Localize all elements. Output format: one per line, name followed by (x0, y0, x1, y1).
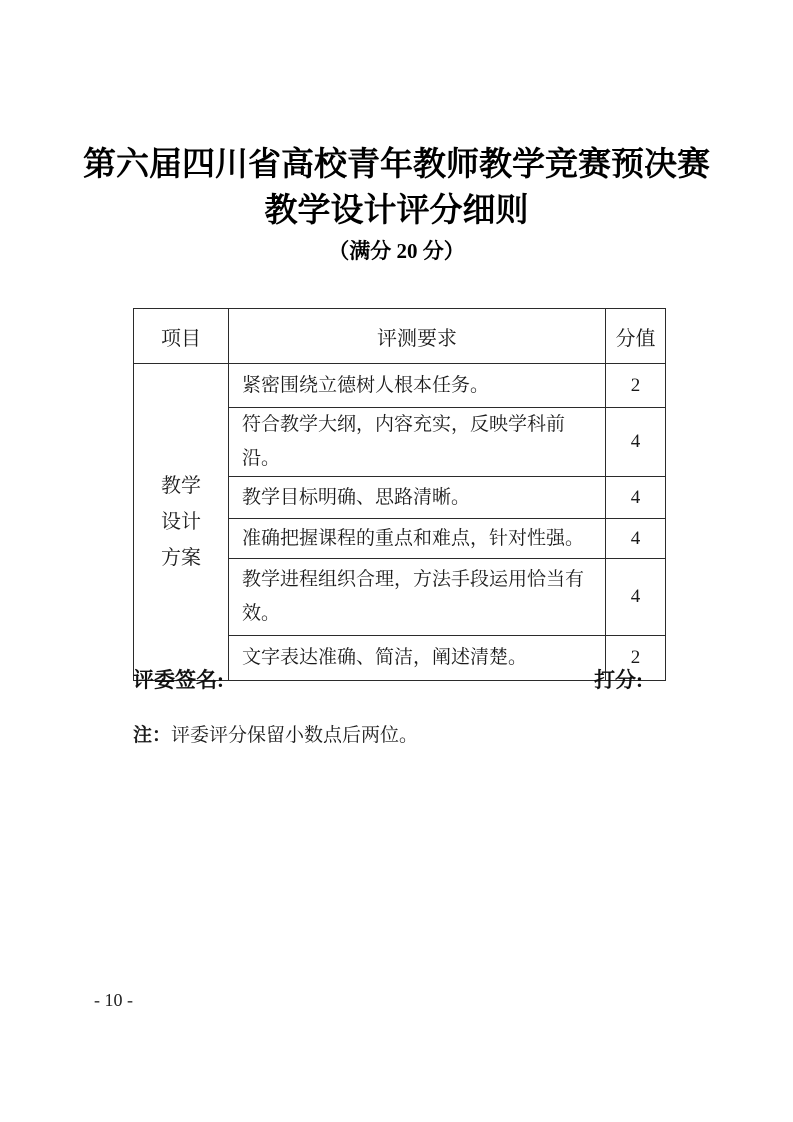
category-cell (134, 364, 229, 681)
table-header-row (134, 309, 666, 364)
note-line (133, 720, 418, 747)
category-line: 设计 (161, 511, 201, 533)
judge-signature-label: 评委签名: (133, 668, 224, 692)
table-row (134, 364, 666, 408)
header-item-score: 分值 (606, 309, 666, 364)
score-cell: 4 (606, 559, 666, 636)
scoring-rubric-table (133, 308, 666, 681)
score-cell: 4 (606, 519, 666, 559)
score-cell: 4 (606, 408, 666, 477)
category-line: 教学 (161, 475, 201, 497)
max-score-subtitle: （满分 20 分） (328, 239, 465, 263)
header-item-requirement: 评测要求 (229, 309, 606, 364)
requirement-cell: 紧密围绕立德树人根本任务。 (229, 364, 606, 408)
score-cell: 2 (606, 636, 666, 681)
title-line-1: 第六届四川省高校青年教师教学竞赛预决赛 (83, 147, 710, 183)
category-line: 方案 (161, 547, 201, 569)
note-text: 评委评分保留小数点后两位。 (171, 725, 419, 746)
requirement-cell: 教学目标明确、思路清晰。 (229, 477, 606, 519)
requirement-cell: 文字表达准确、简洁，阐述清楚。 (229, 636, 606, 681)
score-cell: 2 (606, 364, 666, 408)
requirement-cell: 符合教学大纲，内容充实，反映学科前沿。 (229, 408, 606, 477)
note-prefix: 注： (133, 725, 172, 746)
score-label: 打分: (594, 668, 643, 692)
signature-score-row (133, 664, 643, 694)
title-line-2: 教学设计评分细则 (264, 193, 529, 229)
header-item-category: 项目 (134, 309, 229, 364)
requirement-cell: 准确把握课程的重点和难点，针对性强。 (229, 519, 606, 559)
requirement-cell: 教学进程组织合理，方法手段运用恰当有效。 (229, 559, 606, 636)
document-title (0, 142, 793, 234)
score-cell: 4 (606, 477, 666, 519)
page-number: - 10 - (94, 990, 133, 1010)
